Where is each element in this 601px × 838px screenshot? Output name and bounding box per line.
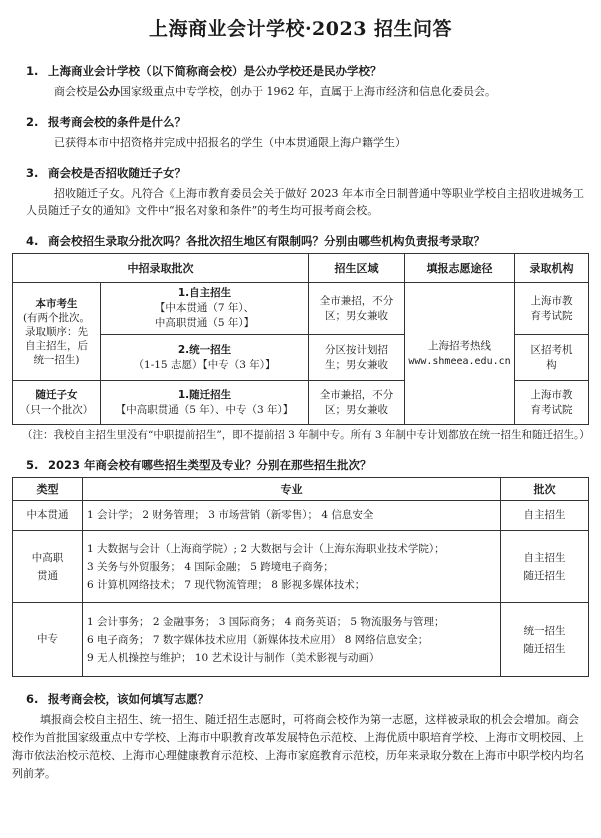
- batch-cell: [501, 603, 589, 677]
- agency-text: 育考试院: [530, 309, 573, 322]
- agency-text: 育考试院: [530, 403, 573, 416]
- group-label-line: （只一个批次）: [19, 403, 94, 416]
- majors-line: 6 计算机网络技术； 7 现代物流管理； 8 影视多媒体技术；: [87, 578, 366, 591]
- question-4: [26, 233, 589, 249]
- group-label-line: (有两个批次。: [22, 311, 91, 324]
- channel-url: www.shmeea.edu.cn: [408, 355, 511, 367]
- batch-name: 1.随迁招生: [177, 388, 232, 401]
- question-text: 商会校是否招收随迁子女？: [48, 166, 186, 180]
- question-3: [26, 165, 589, 181]
- agency-cell: [515, 381, 589, 425]
- page-title: 上海商业会计学校·2023 招生问答: [148, 18, 453, 40]
- column-header: 类型: [13, 478, 83, 501]
- group-label-migrant: [13, 381, 101, 425]
- batch-line: 自主招生: [523, 551, 566, 564]
- question-1: [26, 63, 589, 79]
- question-number: 5.: [26, 458, 39, 472]
- batch-cell: [501, 531, 589, 603]
- answer-bold: 公办: [98, 85, 120, 98]
- question-number: 6.: [26, 692, 39, 706]
- type-line: 贯通: [37, 569, 58, 582]
- group-label-line: 统一招生): [33, 353, 80, 366]
- region-cell: [309, 381, 405, 425]
- agency-cell: [515, 283, 589, 335]
- batch-name: 1.自主招生: [177, 287, 232, 299]
- batch-detail: 【中本贯通（7 年）、: [154, 302, 255, 314]
- agency-text: 构: [546, 358, 557, 371]
- majors-line: 3 关务与外贸服务； 4 国际金融； 5 跨境电子商务；: [87, 560, 334, 573]
- group-label-line: 录取顺序：先: [25, 325, 88, 338]
- table-header-row: [13, 478, 589, 501]
- majors-line: 1 大数据与会计（上海商学院）; 2 大数据与会计（上海东海职业技术学院）；: [87, 542, 445, 555]
- channel-name: 上海招考热线: [428, 339, 491, 352]
- admission-batch-table: [12, 253, 589, 425]
- region-text: 全市兼招，不分: [319, 294, 394, 307]
- column-header: 录取机构: [515, 254, 589, 283]
- question-text: 报考商会校的条件是什么？: [48, 115, 186, 129]
- type-line: 中高职: [31, 551, 64, 564]
- table-note: （注：我校自主招生里没有“中职提前招生”，即不提前招 3 年制中专。所有 3 年制中专计划都放在统一招生和随迁招生。）: [22, 429, 590, 441]
- batch-line: 统一招生: [523, 624, 566, 637]
- majors-line: 9 无人机操控与维护； 10 艺术设计与制作（美术影视与动画）: [87, 651, 380, 664]
- region-text: 区；男女兼收: [325, 403, 388, 416]
- type-cell: 中本贯通: [13, 501, 83, 531]
- question-text: 报考商会校，该如何填写志愿？: [48, 692, 209, 706]
- group-label-title: 随迁子女: [35, 388, 78, 401]
- batch-detail: （1-15 志愿）【中专（3 年）】: [133, 358, 276, 371]
- question-text: 上海商业会计学校（以下简称商会校）是公办学校还是民办学校？: [48, 64, 382, 78]
- majors-line: 1 会计事务； 2 金融事务； 3 国际商务； 4 商务英语； 5 物流服务与管理；: [87, 615, 445, 628]
- table-row: [13, 603, 589, 677]
- answer-3: 招收随迁子女。凡符合《上海市教育委员会关于做好 2023 年本市全日制普通中等职业学校自主招收进城务工人员随迁子女的通知》文件中“报名对象和条件”的考生均可报考商会校。: [26, 187, 584, 217]
- batch-name: 2.统一招生: [177, 343, 232, 356]
- answer-text: 国家级重点中专学校，创办于 1962 年，直属于上海市经济和信息化委员会。: [120, 85, 496, 98]
- group-label-title: 本市考生: [35, 297, 78, 310]
- question-6: [26, 691, 589, 707]
- column-header: 中招录取批次: [13, 254, 309, 283]
- majors-line: 1 会计学； 2 财务管理； 3 市场营销（新零售）； 4 信息安全: [87, 509, 374, 521]
- question-text: 2023 年商会校有哪些招生类型及专业？分别在那些招生批次？: [48, 458, 372, 472]
- agency-text: 上海市教: [530, 388, 573, 401]
- answer-1: [12, 83, 589, 100]
- agency-cell: [515, 335, 589, 381]
- region-cell: [309, 283, 405, 335]
- table-row: [13, 283, 589, 335]
- answer-6: 填报商会校自主招生、统一招生、随迁招生志愿时，可将商会校作为第一志愿，这样被录取的机会会增加。商会校作为首批国家级重点中专学校、上海市中职教育改革发展特色示范校、上海优质中职培育学校、上海市文明校园、上海市依法治校示范校、上海市心理健康教育示范校、上海市家庭教育示范校，历年来录取分数在上海市中职学校内均名列前茅。: [12, 713, 584, 780]
- table-row: [13, 531, 589, 603]
- type-cell: 中专: [13, 603, 83, 677]
- question-number: 4.: [26, 234, 39, 248]
- question-number: 3.: [26, 166, 39, 180]
- batch-detail: 【中高职贯通（5 年）、中专（3 年）】: [115, 403, 294, 416]
- majors-cell: [83, 531, 501, 603]
- column-header: 填报志愿途径: [405, 254, 515, 283]
- answer-2: 已获得本市中招资格并完成中招报名的学生（中本贯通限上海户籍学生）: [54, 136, 406, 149]
- group-label-local: [13, 283, 101, 381]
- region-cell: [309, 335, 405, 381]
- batch-cell: [101, 381, 309, 425]
- question-5: [26, 457, 589, 473]
- batch-cell: [501, 501, 589, 531]
- question-text: 商会校招生录取分批次吗？各批次招生地区有限制吗？分别由哪些机构负责报考录取？: [48, 234, 485, 248]
- agency-text: 上海市教: [530, 294, 573, 307]
- region-text: 分区按计划招: [325, 343, 388, 356]
- region-text: 生；男女兼收: [325, 358, 388, 371]
- majors-cell: [83, 501, 501, 531]
- region-text: 区；男女兼收: [325, 309, 388, 322]
- region-text: 全市兼招，不分: [319, 388, 394, 401]
- group-label-line: 自主招生，后: [25, 339, 88, 352]
- channel-cell: [405, 283, 515, 425]
- type-cell: [13, 531, 83, 603]
- batch-line: 随迁招生: [523, 569, 566, 582]
- question-number: 1.: [26, 64, 39, 78]
- column-header: 专业: [83, 478, 501, 501]
- question-2: [26, 114, 589, 130]
- column-header: 招生区域: [309, 254, 405, 283]
- batch-detail: 中高职贯通（5 年）】: [154, 317, 255, 329]
- batch-cell: [101, 335, 309, 381]
- majors-cell: [83, 603, 501, 677]
- answer-text: 商会校是: [54, 85, 98, 98]
- batch-line: 自主招生: [523, 509, 566, 521]
- table-header-row: [13, 254, 589, 283]
- agency-text: 区招考机: [530, 343, 573, 356]
- batch-line: 随迁招生: [523, 642, 566, 655]
- table-row: [13, 501, 589, 531]
- majors-line: 6 电子商务； 7 数字媒体技术应用（新媒体技术应用） 8 网络信息安全；: [87, 633, 429, 646]
- majors-table: [12, 477, 589, 677]
- question-number: 2.: [26, 115, 39, 129]
- batch-cell: [101, 283, 309, 335]
- column-header: 批次: [501, 478, 589, 501]
